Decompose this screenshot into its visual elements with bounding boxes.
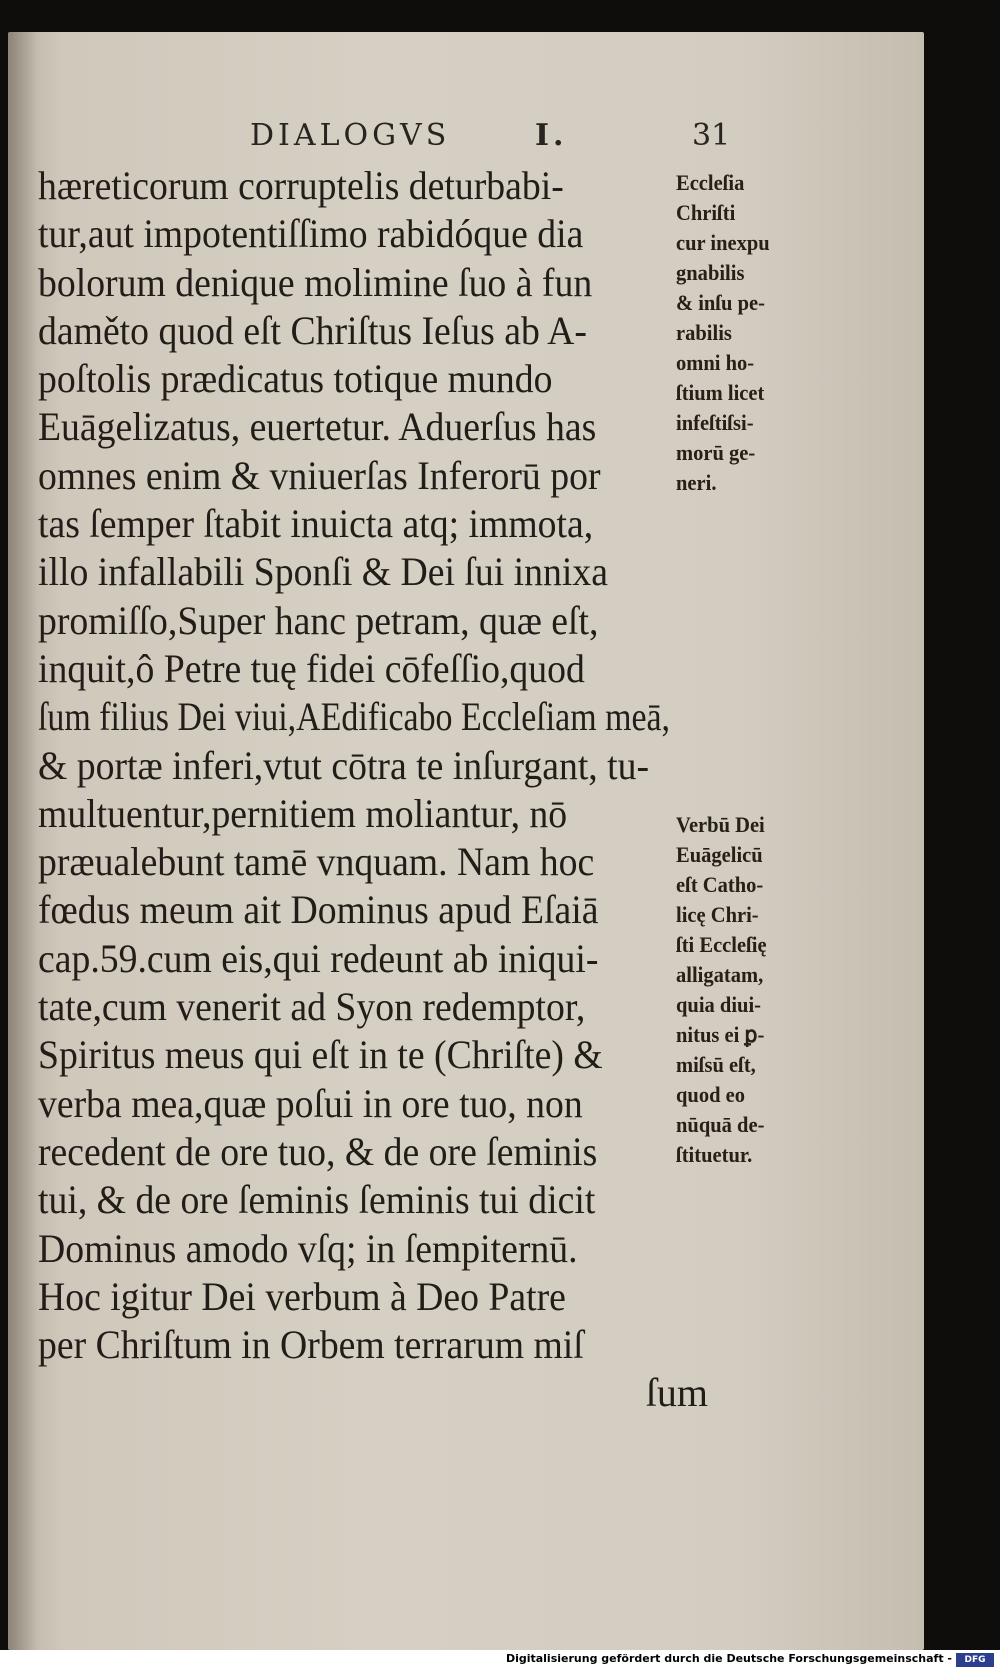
margin-line: quod eo <box>676 1082 746 1107</box>
margin-line: Euāgelicū <box>676 842 763 867</box>
dialog-number: I. <box>535 118 568 153</box>
text-line: daměto quod eſt Chriſtus Ieſus ab A- <box>38 307 587 353</box>
margin-line: cur inexpu <box>676 230 770 255</box>
text-line: multuentur,pernitiem moliantur, nō <box>38 790 568 836</box>
text-line: ſum filius Dei viui,AEdificabo Eccleſiam meā, <box>38 694 671 740</box>
margin-line: Chriſti <box>676 200 736 225</box>
text-line: inquit,ô Petre tuę fidei cōfeſſio,quod <box>38 645 585 691</box>
text-line: Dominus amodo vſq; in ſempiternū. <box>38 1225 578 1271</box>
margin-line: eſt Catho- <box>676 872 764 897</box>
margin-line: quia diui- <box>676 992 762 1017</box>
text-line: promiſſo,Super hanc petram, quæ eſt, <box>38 597 599 643</box>
text-line: fœdus meum ait Dominus apud Eſaiā <box>38 887 599 933</box>
marginal-note-church <box>676 168 826 498</box>
margin-line: miſsū eſt, <box>676 1052 756 1077</box>
text-line: tui, & de ore ſeminis ſeminis tui dicit <box>38 1177 596 1223</box>
text-line: recedent de ore tuo, & de ore ſeminis <box>38 1128 598 1174</box>
text-line: Hoc igitur Dei verbum à Deo Patre <box>38 1273 566 1319</box>
margin-line: omni ho- <box>676 350 755 375</box>
text-line: poſtolis prædicatus totique mundo <box>38 356 553 402</box>
running-title: DIALOGVS <box>250 118 451 153</box>
text-line: & portæ inferi,vtut cōtra te inſurgant, tu- <box>38 742 650 788</box>
funding-credit: Digitalisierung gefördert durch die Deutsche Forschungsgemeinschaft - <box>505 1652 952 1665</box>
margin-line: infeſtiſsi- <box>676 410 754 435</box>
margin-line: morū ge- <box>676 440 756 465</box>
running-header <box>250 118 731 158</box>
dfg-logo-icon: DFG <box>956 1653 994 1667</box>
text-line: per Chriſtum in Orbem terrarum miſ <box>38 1322 584 1368</box>
text-line: verba mea,quæ poſui in ore tuo, non <box>38 1080 583 1126</box>
margin-line: ſti Eccleſię <box>676 932 767 957</box>
text-line: tate,cum venerit ad Syon redemptor, <box>38 984 586 1030</box>
margin-line: Verbū Dei <box>676 812 765 837</box>
margin-line: neri. <box>676 470 717 495</box>
digitization-footer <box>0 1650 1000 1670</box>
margin-line: nūquā de- <box>676 1112 765 1137</box>
margin-line: Eccleſia <box>676 170 745 195</box>
text-line: illo infallabili Sponſi & Dei ſui innixa <box>38 549 608 595</box>
text-line: cap.59.cum eis,qui redeunt ab iniqui- <box>38 935 599 981</box>
margin-line: licę Chri- <box>676 902 759 927</box>
text-line: bolorum denique molimine ſuo à fun <box>38 259 593 305</box>
page-number: 31 <box>692 118 731 153</box>
text-line: tur,aut impotentiſſimo rabidóque dia <box>38 211 584 257</box>
margin-line: & inſu pe- <box>676 290 765 315</box>
text-line: Euāgelizatus, euertetur. Aduerſus has <box>38 404 597 450</box>
margin-line: alligatam, <box>676 962 764 987</box>
margin-line: nitus ei ꝑ- <box>676 1022 765 1047</box>
text-line: præualebunt tamē vnquam. Nam hoc <box>38 839 595 885</box>
text-line: omnes enim & vniuerſas Inferorū por <box>38 452 601 498</box>
page-gutter-shadow <box>8 32 38 1650</box>
text-line: tas ſemper ſtabit inuicta atq; immota, <box>38 501 594 547</box>
marginal-note-word-of-god <box>676 810 826 1170</box>
text-line: Spiritus meus qui eſt in te (Chriſte) & <box>38 1032 603 1078</box>
margin-line: ſtituetur. <box>676 1142 753 1167</box>
margin-line: rabilis <box>676 320 732 345</box>
text-line: hæreticorum corruptelis deturbabi- <box>38 163 564 208</box>
catchword: ſum <box>645 1370 708 1416</box>
margin-line: gnabilis <box>676 260 745 285</box>
main-text-block <box>38 162 708 1418</box>
margin-line: ſtium licet <box>676 380 765 405</box>
